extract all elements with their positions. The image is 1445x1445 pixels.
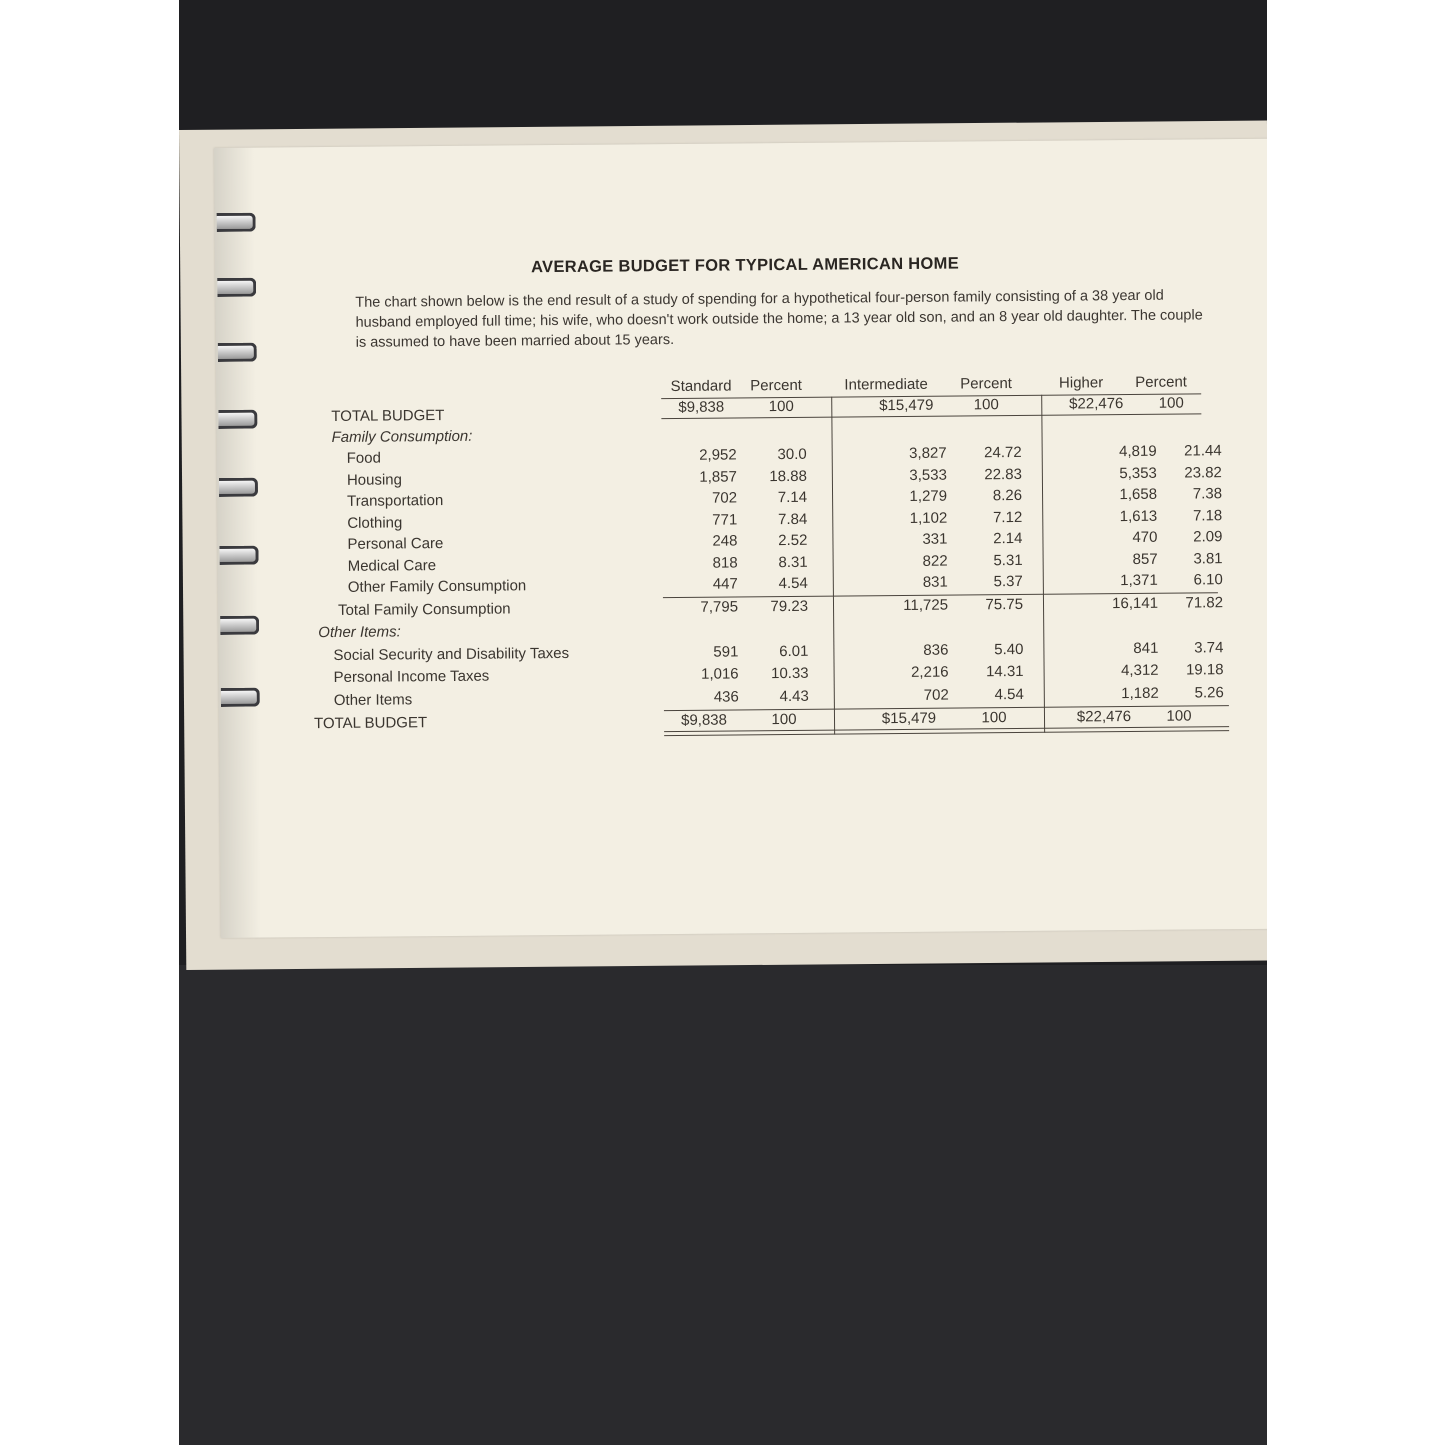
total-budget-footer-value: $15,479 [881,709,937,728]
table-row-value: 2.14 [993,529,1023,548]
table-row-value: 6.10 [1193,571,1223,589]
spiral-ring-icon [218,410,257,429]
table-row-value: 3.74 [1194,638,1224,656]
table-row-value: 8.31 [778,553,808,571]
table-row-value: 2,952 [699,446,737,464]
table-row-value: 14.31 [985,662,1024,681]
table-row-value: 771 [712,510,738,529]
row-label: Social Security and Disability Taxes [333,644,570,664]
table-row-value: 5.26 [1194,683,1224,701]
total-budget-footer-value: 100 [981,709,1007,727]
total-budget-header-value: 100 [1158,394,1184,412]
column-header: Percent [750,376,803,395]
table-row-value: 7.12 [992,508,1023,526]
table-row-value: 10.33 [770,664,809,683]
table-row-value: 1,658 [1119,485,1158,504]
table-row-value: 470 [1132,528,1158,547]
table-row-value: 4.54 [994,685,1024,703]
table-row-value: 4,312 [1120,661,1159,680]
dark-surface [179,965,1267,1445]
spiral-ring-icon [217,213,256,232]
column-header: Higher [1058,374,1104,392]
table-row-value: 1,182 [1121,684,1159,702]
total-budget-header-value: $22,476 [1069,395,1124,413]
table-row-value: 2.52 [778,531,808,550]
total-consumption-value: 16,141 [1112,594,1159,612]
row-label: Other Family Consumption [347,577,527,596]
spiral-ring-icon [219,478,258,497]
table-row-value: 857 [1132,550,1158,568]
table-row-value: 1,857 [699,467,737,486]
table-row-value: 1,279 [909,487,948,505]
table-row-value: 7.38 [1192,485,1223,503]
table-row-value: 30.0 [777,445,807,464]
book-page [214,139,1267,938]
table-row-value: 822 [922,552,948,570]
table-row-value: 248 [712,532,738,550]
column-divider [1041,395,1045,733]
table-row-value: 5.40 [994,640,1024,658]
table-row-value: 7.18 [1192,506,1223,524]
table-row-value: 4.54 [778,574,808,593]
total-budget-header-value: $9,838 [678,398,725,416]
row-label: Transportation [347,492,444,510]
table-row-value: 841 [1133,639,1159,657]
table-row-value: 836 [923,641,949,659]
column-header: Intermediate [844,375,928,394]
table-row-value: 5,353 [1119,464,1157,482]
table-row-value: 24.72 [984,443,1022,462]
total-budget-header-value: $15,479 [879,396,934,415]
table-row-value: 3,827 [909,444,947,462]
row-label: Other Items [333,690,413,709]
row-label: Personal Care [347,535,444,553]
total-consumption-value: 79.23 [770,597,809,615]
row-label: Clothing [347,513,403,532]
table-row-value: 8.26 [992,486,1023,505]
total-budget-footer-value: 100 [1166,707,1192,725]
total-budget-footer-value: $9,838 [680,711,728,729]
table-row-value: 18.88 [769,467,807,485]
table-row-value: 1,613 [1119,507,1158,525]
table-row-value: 3.81 [1193,549,1223,567]
table-row-value: 702 [923,686,949,704]
row-label: Personal Income Taxes [333,667,490,686]
table-row-value: 22.83 [984,465,1022,483]
table-row-value: 436 [713,687,739,706]
total-consumption-value: 71.82 [1185,593,1224,612]
total-consumption-value: 75.75 [985,595,1024,613]
table-row-value: 23.82 [1184,463,1222,482]
section-label-family-consumption: Family Consumption: [331,427,473,446]
table-row-value: 591 [713,642,739,661]
total-budget-header-value: 100 [768,397,794,416]
section-label-other-items: Other Items: [318,623,401,642]
spiral-ring-icon [221,688,260,707]
column-header: Percent [1135,373,1187,391]
table-row-value: 3,533 [909,466,947,484]
table-row-value: 7.84 [777,510,808,528]
photo-background [179,0,1267,1445]
total-consumption-value: 11,725 [903,596,949,614]
spiral-ring-icon [218,343,257,362]
row-label: Food [346,449,381,467]
table-row-value: 7.14 [777,488,808,507]
table-row-value: 4,819 [1119,442,1157,461]
table-row-value: 21.44 [1184,442,1222,460]
total-budget-footer-value: 100 [771,710,797,729]
table-row-value: 5.31 [993,551,1023,569]
spiral-ring-icon [219,546,258,565]
budget-table [313,371,1234,739]
row-label-total-consumption: Total Family Consumption [337,599,511,619]
column-header: Standard [670,377,732,396]
table-row-value: 6.01 [779,642,809,660]
column-divider [831,397,835,735]
total-budget-header-value: 100 [973,396,999,414]
document-title: AVERAGE BUDGET FOR TYPICAL AMERICAN HOME [531,254,960,277]
total-budget-footer-value: $22,476 [1076,708,1132,726]
row-label: Housing [346,470,403,489]
table-row-value: 2,216 [910,663,949,681]
table-row-value: 5.37 [993,572,1023,591]
total-budget-label: TOTAL BUDGET [331,406,445,425]
total-consumption-value: 7,795 [700,597,739,616]
table-row-value: 818 [712,553,738,572]
table-row-value: 4.43 [779,687,809,705]
table-row-value: 1,371 [1120,571,1158,590]
table-row-value: 331 [922,530,948,548]
spiral-ring-icon [217,278,256,297]
table-row-value: 831 [922,573,948,591]
row-label: Medical Care [347,556,437,575]
table-row-value: 447 [712,575,738,593]
intro-paragraph: The chart shown below is the end result of a study of spending for a hypothetical four-person family consisting of a 38 year old husband employed full time; his wife, who doesn't work outside the home; a 13 year old son, and an 8 year old daughter. The couple is assumed to have been married about 15 years. [355,287,1203,351]
table-row-value: 1,102 [909,509,948,527]
table-row-value: 1,016 [700,665,739,683]
spiral-ring-icon [220,616,259,635]
table-row-value: 2.09 [1193,528,1223,546]
column-header: Percent [960,375,1013,393]
table-row-value: 19.18 [1185,661,1224,679]
table-row-value: 702 [711,489,738,507]
total-budget-footer-label: TOTAL BUDGET [313,714,428,733]
